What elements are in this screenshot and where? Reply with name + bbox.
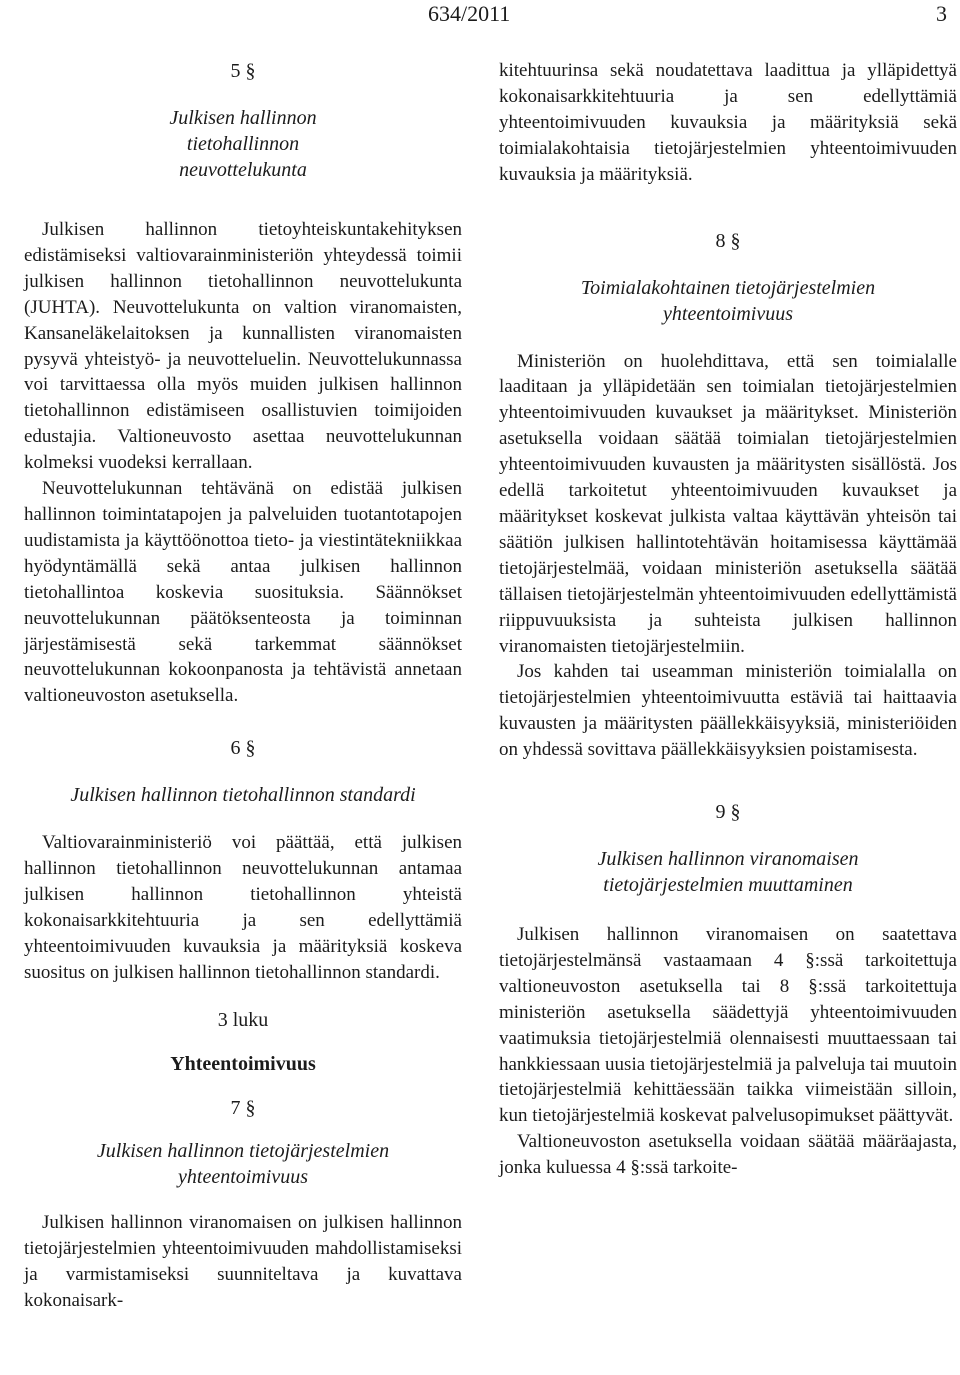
section-9-title: Julkisen hallinnon viranomaisen tietojärjestelmien muuttaminen	[597, 848, 859, 897]
chapter-number: 3 luku	[217, 1008, 269, 1031]
section-5-title: Julkisen hallinnon tietohallinnon neuvottelukunta	[169, 107, 317, 181]
section-5-paragraph-2: Neuvottelukunnan tehtävänä on edistää julkisen hallinnon toimintatapojen ja palveluiden tuotantotapojen uudistamista ja käyttöönottoa tieto- ja viestintätekniikkaa hyödyntämällä sekä antaa julkisen hallinnon tietohallintoa koskevia suosituksia. Säännökset neuvottelukunnan päätöksenteosta ja toiminnan järjestämisestä sekä tarkemmat säännökset neuvottelukunnan kokoonpanosta ja tehtävistä annetaan valtioneuvoston asetuksella.	[24, 478, 462, 707]
statute-number: 634/2011	[428, 1, 511, 26]
section-8-title: Toimialakohtainen tietojärjestelmien yhteentoimivuus	[580, 276, 876, 325]
section-9-number: 9 §	[715, 801, 741, 824]
section-9-paragraph-1: Julkisen hallinnon viranomaisen on saatettava tietojärjestelmänsä vastaamaan 4 §:ssä tarkoitettuja valtioneuvoston asetuksella tai 8 §:ssä tarkoitettuja ministeriön asetuksella säädettyjä yhteentoimivuuden vaatimuksia tietojärjestelmiä olennaisesti muuttaessaan tai hankkiessaan uusia tietojärjestelmiä ja palveluja tai muutoin tietojärjestelmiä kehittäessään taikka viimeistään silloin, kun tietojärjestelmiä koskevat palvelusopimukset päättyvät.	[499, 924, 957, 1127]
section-6-paragraph-1: Valtiovarainministeriö voi päättää, että julkisen hallinnon tietohallinnon neuvottelukunnan antamaa julkisen hallinnon tietohallinnon yhteistä kokonaisarkkitehtuuria ja sen edellyttämiä yhteentoimivuuden kuvauksia ja määrityksiä koskeva suositus on julkisen hallinnon tietohallinnon standardi.	[24, 832, 462, 983]
section-6-title: Julkisen hallinnon tietohallinnon standardi	[70, 784, 416, 807]
section-5-number: 5 §	[230, 60, 256, 82]
section-5-paragraph-1: Julkisen hallinnon tietoyhteiskuntakehityksen edistämiseksi valtiovarainministeriön yhteydessä toimii julkisen hallinnon tietohallinnon neuvottelukunta (JUHTA). Neuvottelukunta on valtion viranomaisten, Kansaneläkelaitoksen ja kunnallisten viranomaisten pysyvä yhteistyö- ja neuvotteluelin. Neuvottelukunnassa voi tarvittaessa olla myös muiden julkisen hallinnon tietohallinnon edistämiseen osallistuvien toimijoiden edustajia. Valtioneuvosto asettaa neuvottelukunnan kolmeksi vuodeksi kerrallaan.	[24, 219, 462, 474]
left-column	[24, 58, 462, 1314]
section-6-number: 6 §	[230, 737, 256, 760]
section-9-paragraph-2: Valtioneuvoston asetuksella voidaan säätää määräajasta, jonka kuluessa 4 §:ssä tarkoite-	[499, 1131, 957, 1179]
right-column	[499, 58, 957, 1181]
section-7-title: Julkisen hallinnon tietojärjestelmien yhteentoimivuus	[96, 1140, 390, 1189]
page-number: 3	[936, 1, 947, 26]
section-7-paragraph-1: Julkisen hallinnon viranomaisen on julkisen hallinnon tietojärjestelmien yhteentoimivuuden mahdollistamiseksi ja varmistamiseksi suunniteltava ja kuvattava kokonaisark-	[24, 1212, 462, 1312]
section-7-paragraph-1-continued: kitehtuurinsa sekä noudatettava laadittua ja ylläpidettyä kokonaisarkkitehtuuria ja sen edellyttämiä yhteentoimivuuden kuvauksia ja määrityksiä sekä toimialakohtaisia tietojärjestelmien yhteentoimivuuden kuvauksia ja määrityksiä.	[499, 60, 957, 185]
page-header	[0, 0, 960, 40]
section-8-paragraph-1: Ministeriön on huolehdittava, että sen toimialalle laaditaan ja ylläpidetään sen toimialan tietojärjestelmien yhteentoimivuuden kuvaukset ja määritykset. Ministeriön asetuksella voidaan säätää toimialan tietojärjestelmien yhteentoimivuuden kuvausten ja määritysten sisällöstä. Jos edellä tarkoitetut yhteentoimivuuden kuvaukset ja määritykset koskevat julkista valtaa käyttävän yhteisön tai säätiön julkisen hallintotehtävän hoitamisessa käyttämää tietojärjestelmää, voidaan ministeriön asetuksella säätää tällaisen tietojärjestelmän yhteentoimivuuden edellyttämistä riippuvuuksista ja suhteista julkisen hallinnon viranomaisten tietojärjestelmiin.	[499, 350, 957, 657]
chapter-title: Yhteentoimivuus	[170, 1052, 316, 1075]
section-7-number: 7 §	[230, 1097, 256, 1120]
section-8-number: 8 §	[715, 229, 741, 252]
section-8-paragraph-2: Jos kahden tai useamman ministeriön toimialalla on tietojärjestelmien yhteentoimivuutta estäviä tai haittaavia kuvausten ja määritysten päällekkäisyyksiä, ministeriöiden on yhdessä sovittava päällekkäisyyksien poistamisesta.	[499, 661, 957, 761]
